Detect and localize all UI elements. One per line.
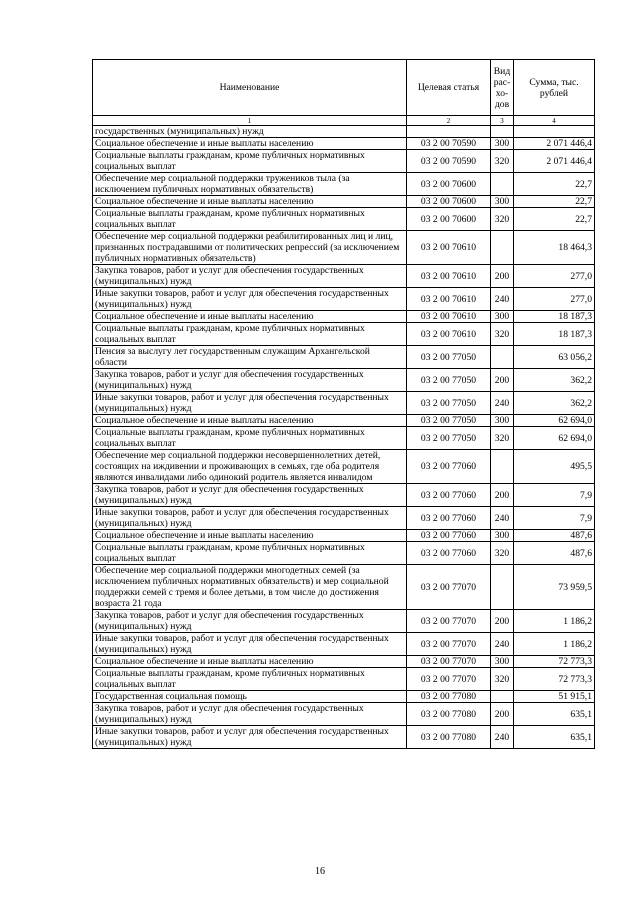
row-code: 03 2 00 77060 [407,530,491,542]
row-code: 03 2 00 77060 [407,484,491,507]
row-sum [514,126,595,138]
row-code: 03 2 00 77060 [407,542,491,565]
row-sum: 1 186,2 [514,633,595,656]
row-code: 03 2 00 77060 [407,507,491,530]
table-row [93,150,595,173]
row-code: 03 2 00 70590 [407,138,491,150]
table-row [93,450,595,484]
row-code: 03 2 00 70610 [407,231,491,265]
table-row [93,530,595,542]
row-sum: 51 915,1 [514,691,595,703]
row-name: Закупка товаров, работ и услуг для обеспечения государственных (муниципальных) нужд [93,265,407,288]
table-row [93,346,595,369]
table-row [93,484,595,507]
row-sum: 487,6 [514,542,595,565]
row-expense-type: 320 [491,427,514,450]
row-code: 03 2 00 70610 [407,265,491,288]
row-expense-type: 320 [491,208,514,231]
table-row [93,231,595,265]
header-code: Целевая статья [407,60,491,116]
row-name: Социальные выплаты гражданам, кроме публичных нормативных социальных выплат [93,542,407,565]
row-code: 03 2 00 77050 [407,427,491,450]
row-sum: 495,5 [514,450,595,484]
row-name: Социальное обеспечение и иные выплаты населению [93,196,407,208]
row-expense-type [491,691,514,703]
row-expense-type [491,173,514,196]
table-body [93,126,595,749]
row-name: Обеспечение мер социальной поддержки реабилитированных лиц и лиц, признанных пострадавшими от политических репрессий (за исключением публичных нормативных обязательств) [93,231,407,265]
row-code: 03 2 00 77050 [407,392,491,415]
budget-table [92,59,595,749]
row-sum: 73 959,5 [514,565,595,610]
row-name: Иные закупки товаров, работ и услуг для обеспечения государственных (муниципальных) нужд [93,633,407,656]
row-sum: 63 056,2 [514,346,595,369]
row-expense-type: 300 [491,656,514,668]
row-sum: 7,9 [514,507,595,530]
table-row [93,415,595,427]
header-type: Вид рас- хо- дов [491,60,514,116]
row-name: Закупка товаров, работ и услуг для обеспечения государственных (муниципальных) нужд [93,703,407,726]
row-name: Социальное обеспечение и иные выплаты населению [93,138,407,150]
table-row [93,427,595,450]
row-code: 03 2 00 70600 [407,196,491,208]
row-name: Социальные выплаты гражданам, кроме публичных нормативных социальных выплат [93,427,407,450]
table-row [93,138,595,150]
row-expense-type: 320 [491,542,514,565]
row-code [407,126,491,138]
header-row [93,60,595,116]
column-number: 2 [407,116,491,126]
row-expense-type [491,126,514,138]
column-number: 1 [93,116,407,126]
row-expense-type: 240 [491,633,514,656]
row-name: Иные закупки товаров, работ и услуг для обеспечения государственных (муниципальных) нужд [93,726,407,749]
table-row [93,173,595,196]
row-code: 03 2 00 77050 [407,346,491,369]
row-expense-type: 240 [491,507,514,530]
row-sum: 18 187,3 [514,323,595,346]
row-name: Социальные выплаты гражданам, кроме публичных нормативных социальных выплат [93,208,407,231]
row-code: 03 2 00 77070 [407,656,491,668]
row-code: 03 2 00 77070 [407,565,491,610]
row-code: 03 2 00 77050 [407,369,491,392]
row-sum: 22,7 [514,196,595,208]
table-row [93,542,595,565]
row-expense-type: 200 [491,369,514,392]
row-sum: 72 773,3 [514,668,595,691]
row-name: Социальное обеспечение и иные выплаты населению [93,656,407,668]
row-code: 03 2 00 77080 [407,691,491,703]
header-name: Наименование [93,60,407,116]
row-sum: 2 071 446,4 [514,138,595,150]
table-row [93,208,595,231]
column-number: 4 [514,116,595,126]
row-expense-type: 200 [491,484,514,507]
row-code: 03 2 00 77070 [407,633,491,656]
table-row [93,565,595,610]
row-sum: 7,9 [514,484,595,507]
row-sum: 362,2 [514,392,595,415]
row-code: 03 2 00 70600 [407,173,491,196]
table-row [93,691,595,703]
row-sum: 362,2 [514,369,595,392]
row-name: Закупка товаров, работ и услуг для обеспечения государственных (муниципальных) нужд [93,369,407,392]
row-sum: 18 187,3 [514,311,595,323]
row-expense-type: 240 [491,392,514,415]
row-expense-type: 300 [491,530,514,542]
row-expense-type: 200 [491,703,514,726]
row-code: 03 2 00 77070 [407,610,491,633]
row-sum: 277,0 [514,265,595,288]
table-row [93,726,595,749]
row-sum: 18 464,3 [514,231,595,265]
row-name: Иные закупки товаров, работ и услуг для обеспечения государственных (муниципальных) нужд [93,507,407,530]
row-sum: 635,1 [514,703,595,726]
row-name: Социальное обеспечение и иные выплаты населению [93,415,407,427]
row-code: 03 2 00 70610 [407,311,491,323]
row-code: 03 2 00 70610 [407,323,491,346]
row-code: 03 2 00 70610 [407,288,491,311]
row-name: Обеспечение мер социальной поддержки несовершеннолетних детей, состоящих на иждивении и проживающих в семьях, где оба родителя являются инвалидами либо одинокий родитель является инвалидом [93,450,407,484]
row-expense-type: 300 [491,415,514,427]
row-code: 03 2 00 77080 [407,726,491,749]
row-code: 03 2 00 77080 [407,703,491,726]
row-sum: 635,1 [514,726,595,749]
table-row [93,311,595,323]
row-expense-type: 200 [491,610,514,633]
row-sum: 62 694,0 [514,427,595,450]
row-expense-type: 320 [491,150,514,173]
row-name: Социальные выплаты гражданам, кроме публичных нормативных социальных выплат [93,150,407,173]
row-expense-type [491,231,514,265]
row-name: Государственная социальная помощь [93,691,407,703]
row-expense-type: 320 [491,668,514,691]
row-name: Закупка товаров, работ и услуг для обеспечения государственных (муниципальных) нужд [93,484,407,507]
row-name: Иные закупки товаров, работ и услуг для обеспечения государственных (муниципальных) нужд [93,288,407,311]
column-number: 3 [491,116,514,126]
row-sum: 2 071 446,4 [514,150,595,173]
row-sum: 487,6 [514,530,595,542]
row-name: Обеспечение мер социальной поддержки многодетных семей (за исключением публичных нормативных обязательств) и мер социальной поддержки семей с тремя и более детьми, в том числе до достижения возраста 21 года [93,565,407,610]
row-code: 03 2 00 77060 [407,450,491,484]
table-row [93,126,595,138]
table-row [93,288,595,311]
row-name: Обеспечение мер социальной поддержки тружеников тыла (за исключением публичных нормативных обязательств) [93,173,407,196]
table-row [93,633,595,656]
row-code: 03 2 00 77070 [407,668,491,691]
row-code: 03 2 00 77050 [407,415,491,427]
row-name: Иные закупки товаров, работ и услуг для обеспечения государственных (муниципальных) нужд [93,392,407,415]
table-row [93,323,595,346]
row-expense-type [491,565,514,610]
row-name: Закупка товаров, работ и услуг для обеспечения государственных (муниципальных) нужд [93,610,407,633]
row-code: 03 2 00 70600 [407,208,491,231]
row-sum: 22,7 [514,208,595,231]
row-code: 03 2 00 70590 [407,150,491,173]
row-expense-type [491,450,514,484]
table-row [93,196,595,208]
row-expense-type: 320 [491,323,514,346]
row-name: Пенсия за выслугу лет государственным служащим Архангельской области [93,346,407,369]
table-row [93,369,595,392]
row-name: Социальное обеспечение и иные выплаты населению [93,530,407,542]
row-name: государственных (муниципальных) нужд [93,126,407,138]
row-expense-type: 300 [491,196,514,208]
table-row [93,703,595,726]
row-name: Социальное обеспечение и иные выплаты населению [93,311,407,323]
row-expense-type [491,346,514,369]
row-sum: 72 773,3 [514,656,595,668]
row-name: Социальные выплаты гражданам, кроме публичных нормативных социальных выплат [93,668,407,691]
table-row [93,392,595,415]
table-row [93,507,595,530]
page-number: 16 [315,866,325,877]
table-row [93,668,595,691]
row-expense-type: 240 [491,288,514,311]
row-name: Социальные выплаты гражданам, кроме публичных нормативных социальных выплат [93,323,407,346]
row-expense-type: 240 [491,726,514,749]
header-sum: Сумма, тыс. рублей [514,60,595,116]
row-sum: 277,0 [514,288,595,311]
table-row [93,610,595,633]
row-expense-type: 300 [491,138,514,150]
row-sum: 22,7 [514,173,595,196]
column-number-row [93,116,595,126]
table-row [93,656,595,668]
row-sum: 1 186,2 [514,610,595,633]
row-expense-type: 300 [491,311,514,323]
row-expense-type: 200 [491,265,514,288]
row-sum: 62 694,0 [514,415,595,427]
table-row [93,265,595,288]
